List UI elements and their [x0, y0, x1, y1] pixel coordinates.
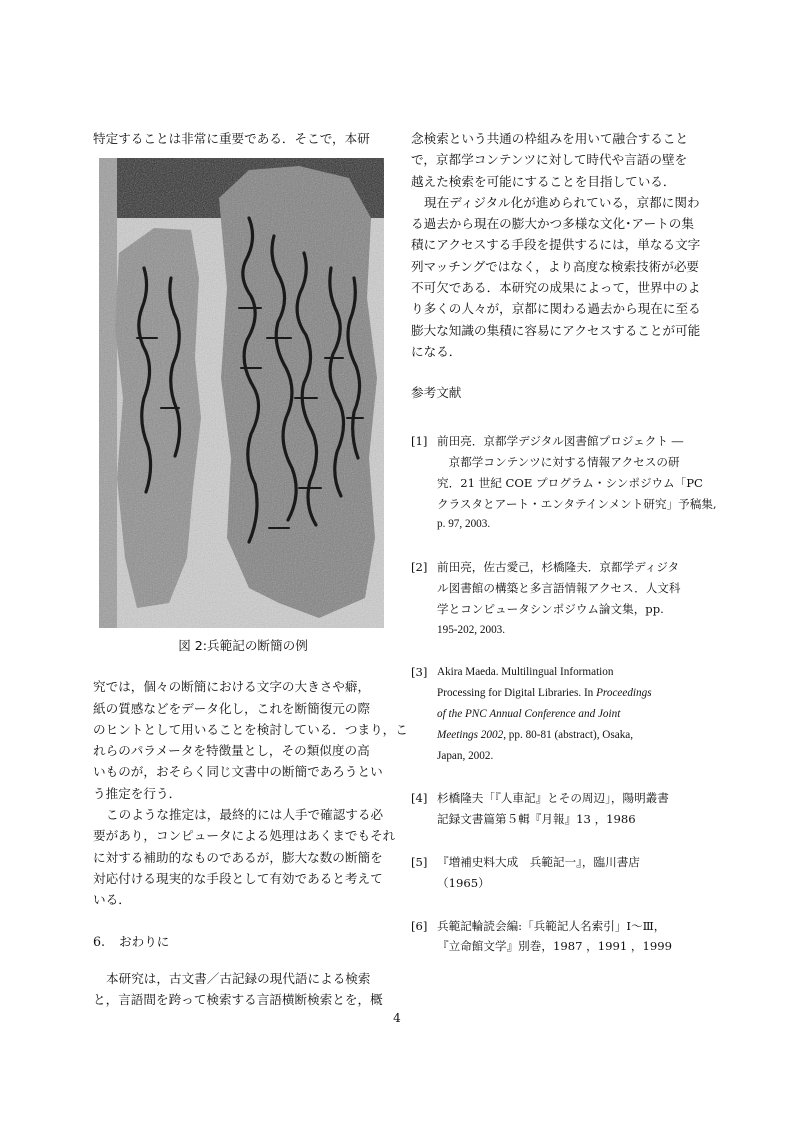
reference-line: 195-202, 2003. [437, 623, 506, 636]
reference-line: クラスタとアート・エンタテインメント研究」予稿集, [437, 496, 717, 511]
reference-line: 『立命館文学』別巻，1987 ，1991 ，1999 [437, 939, 673, 954]
reference-item [411, 431, 717, 535]
reference-item [411, 916, 711, 958]
manuscript-fragments-image [99, 158, 384, 628]
text-line: 本研究は，古文書／古記録の現代語による検索 [106, 970, 371, 986]
reference-number: [1] [411, 434, 428, 449]
right-column [411, 128, 717, 979]
reference-number: [2] [411, 560, 428, 575]
reference-line: 前田亮．京都学デジタル図書館プロジェクト ― [437, 434, 684, 449]
reference-item [411, 662, 711, 766]
text-line: 積にアクセスする手段を提供するには，単なる文字 [411, 237, 701, 253]
text-line: 究では，個々の断簡における文字の大きさや癖， [93, 679, 371, 695]
text-line: このような推定は，最終的には人手で確認する必 [106, 807, 384, 823]
figure-caption: 図 2:兵範記の断簡の例 [178, 638, 308, 654]
reference-number: [5] [411, 855, 428, 870]
section-title: おわりに [119, 933, 170, 949]
text-line: 要があり，コンピュータによる処理はあくまでもそれ [93, 828, 396, 844]
reference-number: [6] [411, 918, 428, 933]
reference-line [437, 725, 711, 746]
reference-text: Processing for Digital Libraries. In [437, 687, 597, 700]
reference-item [411, 852, 711, 894]
paragraph-2 [93, 804, 396, 910]
paragraph-1 [93, 676, 408, 804]
reference-number: [4] [411, 791, 428, 806]
section-number: 6. [93, 933, 106, 949]
reference-item [411, 557, 711, 640]
reference-item [411, 788, 711, 830]
text-line: り多くの人々が，京都に関わる過去から現在に至る [411, 301, 701, 317]
text-line: う推定を行う． [93, 785, 182, 801]
text-line: になる． [411, 343, 462, 359]
text-line: と，言語間を跨って検索する言語横断検索とを，概 [93, 991, 383, 1007]
reference-line: Japan, 2002. [437, 749, 494, 762]
text-line: いものが，おそらく同じ文書中の断簡であろうとい [93, 764, 383, 780]
paragraph-3 [93, 968, 393, 1011]
paragraph-right-1 [411, 128, 711, 192]
text-line: 膨大な知識の集積に容易にアクセスすることが可能 [411, 322, 701, 338]
text-line: 越えた検索を可能にすることを目指している． [411, 173, 676, 189]
reference-line: 兵範記輪読会編:「兵範記人名索引」Ⅰ～Ⅲ， [437, 918, 666, 933]
text-line: に対する補助的なものであるが，膨大な数の断簡を [93, 849, 383, 865]
reference-line: 学とコンピュータシンポジウム論文集，pp. [437, 601, 664, 616]
page-number: 4 [393, 1011, 401, 1025]
reference-line: of the PNC Annual Conference and Joint [437, 708, 621, 721]
section-heading [93, 931, 393, 950]
reference-italic-text: Proceedings [596, 687, 652, 700]
text-line: のヒントとして用いることを検討している．つまり，こ [93, 721, 408, 737]
reference-line: 究．21 世紀 COE プログラム・シンポジウム「PC [437, 475, 703, 490]
text-line: 対応付ける現実的な手段として有効であると考えて [93, 870, 383, 886]
reference-line: 『増補史料大成 兵範記一』，臨川書店 [437, 855, 640, 870]
reference-italic-text: Meetings 2002 [437, 728, 504, 741]
reference-line: Akira Maeda. Multilingual Information [437, 666, 614, 679]
text-line: 念検索という共通の枠組みを用いて融合すること [411, 131, 689, 146]
text-line: れらのパラメータを特徴量とし，その類似度の高 [93, 743, 370, 759]
reference-line: 前田亮，佐古愛己，杉橋隆夫．京都学ディジタ [437, 560, 680, 575]
reference-line: 杉橋隆夫「『人車記』とその周辺」，陽明叢書 [437, 791, 669, 806]
reference-line: 京都学コンテンツに対する情報アクセスの研 [437, 455, 680, 470]
reference-line: （1965） [437, 875, 490, 890]
text-line: いる． [93, 892, 131, 908]
reference-line: p. 97, 2003. [437, 518, 491, 531]
text-line: 列マッチングではなく，より高度な検索技術が必要 [411, 258, 700, 274]
paragraph-right-2 [411, 192, 711, 362]
text-line: 紙の質感などをデータ化し，これを断簡復元の際 [93, 700, 371, 716]
reference-line: 記録文書篇第５輯『月報』13 ，1986 [437, 812, 636, 827]
reference-line: ル図書館の構築と多言語情報アクセス．人文科 [437, 581, 681, 596]
intro-line: 特定することは非常に重要である．そこで，本研 [93, 131, 370, 146]
manuscript-fragments-figure [99, 158, 384, 628]
text-line: で，京都学コンテンツに対して時代や言語の壁を [411, 152, 688, 168]
reference-text: , pp. 80-81 (abstract), Osaka, [503, 728, 634, 741]
reference-line [437, 683, 711, 704]
text-line: 現在ディジタル化が進められている，京都に関わ [424, 194, 700, 210]
reference-number: [3] [411, 665, 428, 680]
references-heading: 参考文献 [411, 385, 462, 401]
text-line: 不可欠である．本研究の成果によって，世界中のよ [411, 280, 701, 296]
left-column [93, 128, 408, 1010]
text-line: る過去から現在の膨大かつ多様な文化･アートの集 [411, 216, 694, 232]
